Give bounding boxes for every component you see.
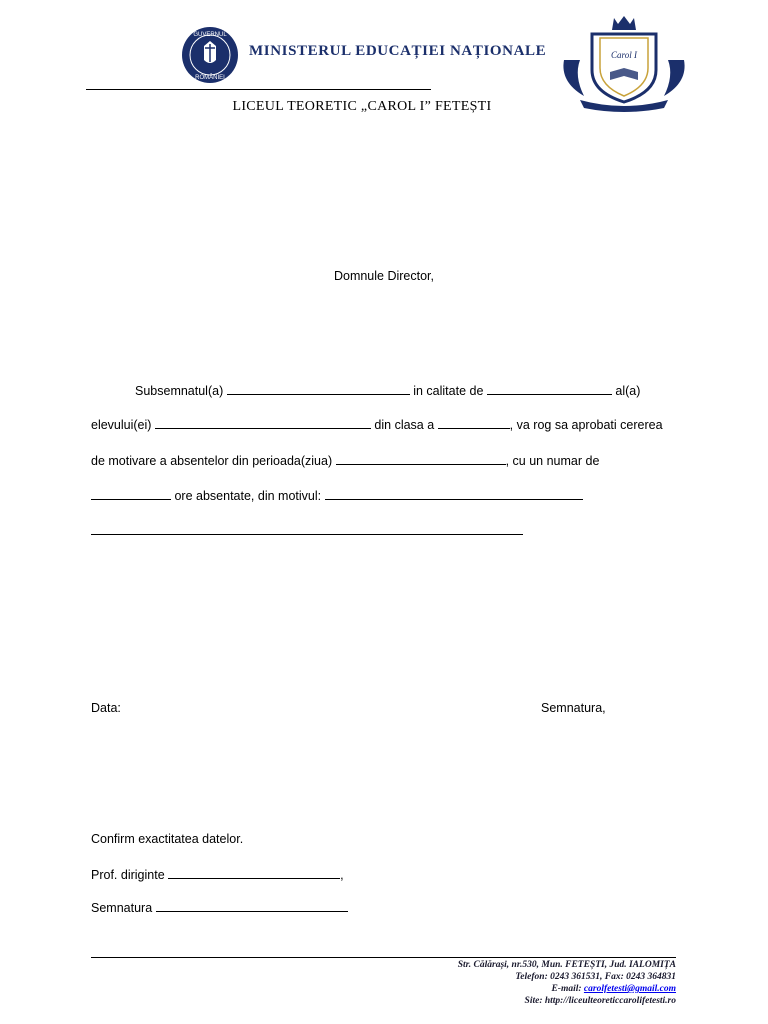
footer-email-line xyxy=(300,983,676,995)
capacity-field[interactable] xyxy=(487,382,612,395)
class-field[interactable] xyxy=(438,416,510,429)
reason-label: ore absentate, din motivul: xyxy=(174,489,322,503)
form-line-reason xyxy=(91,487,583,504)
of-label: al(a) xyxy=(615,384,641,398)
teacher-signature-label: Semnatura xyxy=(91,901,153,915)
footer-address: Str. Călărași, nr.530, Mun. FETEȘTI, Jud. IALOMIȚA xyxy=(457,960,676,970)
header-divider xyxy=(86,89,431,90)
ministry-title: MINISTERUL EDUCAȚIEI NAȚIONALE xyxy=(249,43,547,59)
school-name: LICEUL TEORETIC „CAROL I” FETEȘTI xyxy=(232,99,492,114)
teacher-label: Prof. diriginte xyxy=(91,868,165,882)
teacher-signature-field[interactable] xyxy=(156,899,348,912)
teacher-comma: , xyxy=(340,868,344,882)
date-label: Data: xyxy=(91,701,121,715)
svg-text:Carol I: Carol I xyxy=(611,50,637,60)
reason-field[interactable] xyxy=(325,487,583,500)
teacher-line xyxy=(91,866,344,883)
student-name-field[interactable] xyxy=(155,416,371,429)
hours-field[interactable] xyxy=(91,487,171,500)
footer-phone: Telefon: 0243 361531, Fax: 0243 364831 xyxy=(515,972,676,982)
salutation: Domnule Director, xyxy=(333,269,435,283)
form-line-period xyxy=(91,452,599,469)
svg-text:ROMÂNIEI: ROMÂNIEI xyxy=(195,75,225,81)
government-seal-icon xyxy=(181,26,239,84)
applicant-label: Subsemnatul(a) xyxy=(135,384,224,398)
form-line-student xyxy=(91,416,663,433)
school-crest-icon xyxy=(560,12,688,112)
signature-label: Semnatura, xyxy=(541,701,606,715)
footer-email-label: E-mail: xyxy=(551,984,582,994)
confirmation-text: Confirm exactitatea datelor. xyxy=(91,832,244,846)
period-field[interactable] xyxy=(336,452,506,465)
student-label: elevului(ei) xyxy=(91,418,152,432)
form-line-reason-continued xyxy=(91,522,523,539)
svg-text:GUVERNUL: GUVERNUL xyxy=(193,32,227,38)
period-label: de motivare a absentelor din perioada(ziua) xyxy=(91,454,333,468)
hours-count-label: , cu un numar de xyxy=(505,454,600,468)
footer-email-link[interactable]: carolfetesti@gmail.com xyxy=(583,984,676,994)
request-text: , va rog sa aprobati cererea xyxy=(509,418,663,432)
reason-field-continued[interactable] xyxy=(91,522,523,535)
teacher-signature-line xyxy=(91,899,348,916)
footer-divider xyxy=(91,957,676,958)
class-label: din clasa a xyxy=(374,418,435,432)
applicant-name-field[interactable] xyxy=(227,382,410,395)
footer-contact xyxy=(300,959,676,1007)
footer-site: Site: http://liceulteoreticcarolifetesti.ro xyxy=(524,996,676,1006)
teacher-name-field[interactable] xyxy=(168,866,340,879)
capacity-label: in calitate de xyxy=(413,384,484,398)
form-line-applicant xyxy=(91,382,640,399)
